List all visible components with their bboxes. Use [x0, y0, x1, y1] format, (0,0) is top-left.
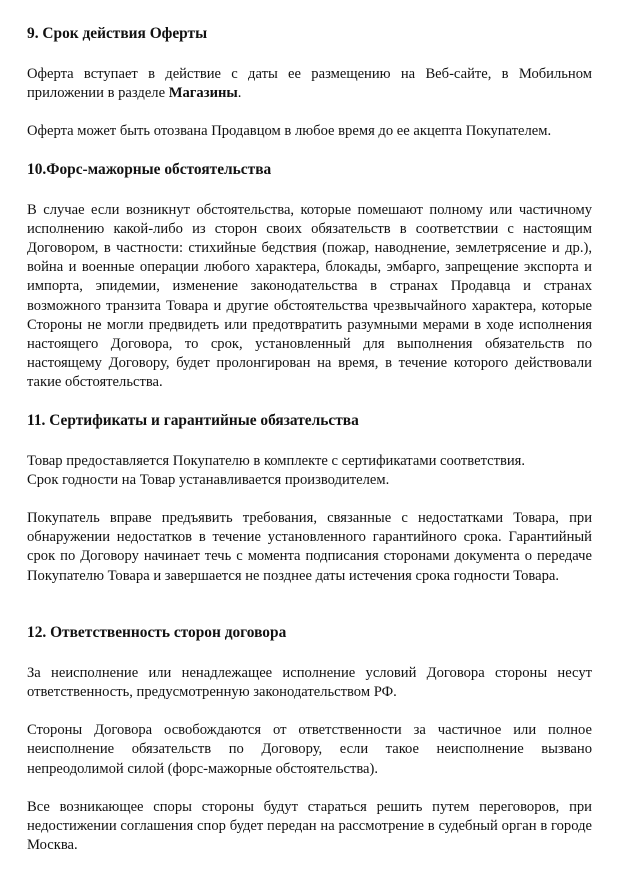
- section-heading: 12. Ответственность сторон договора: [27, 623, 287, 641]
- section-heading: 10.Форс-мажорные обстоятельства: [27, 160, 272, 178]
- bold-text-stores: Магазины: [168, 85, 238, 102]
- section-heading: 9. Срок действия Оферты: [27, 25, 208, 42]
- paragraph: Товар предоставляется Покупателю в комплекте с сертификатами соответствия.: [27, 452, 526, 469]
- paragraph: [27, 65, 592, 103]
- section-heading: 11. Сертификаты и гарантийные обязательства: [27, 411, 359, 429]
- paragraph: Покупатель вправе предъявить требования, связанные с недостатками Товара, при обнаружении недостатков в течение установленного гарантийного срока. Гарантийный срок по Договору начинает течь с момента подписания сторонами документа о передаче Покупателю Товара и завершается не позднее даты истечения срока годности Товара.: [27, 510, 592, 584]
- section-liability: [27, 623, 592, 856]
- section-gap: [27, 604, 592, 623]
- section-certificates: [27, 411, 592, 586]
- paragraph-text: .: [237, 85, 242, 102]
- paragraph-text: Оферта вступает в действие с даты ее размещению на Веб-сайте, в Мобильном приложении в разделе: [27, 66, 592, 102]
- paragraph: За неисполнение или ненадлежащее исполнение условий Договора стороны несут ответственность, предусмотренную законодательством РФ.: [27, 664, 592, 701]
- paragraph: Срок годности на Товар устанавливается производителем.: [27, 471, 390, 488]
- section-force-majeure: [27, 160, 592, 393]
- paragraph: Все возникающее споры стороны будут стараться решить путем переговоров, при недостижении соглашения спор будет передан на рассмотрение в судебный орган в городе Москва.: [27, 798, 592, 854]
- paragraph: В случае если возникнут обстоятельства, которые помешают полному или частичному исполнению какой-либо из сторон своих обязательств в соответствии с настоящим Договором, в частности: стихийные бедствия (пожар, наводнение, землетрясение и др.), война и военные операции любого характера, блокады, эмбарго, запрещение экспорта и импорта, эпидемии, изменение законодательства в странах Продавца и странах возможного транзита Товара и другие обстоятельства чрезвычайного характера, которые Стороны не могли предвидеть или предотвратить разумными мерами в ходе исполнения настоящего Договора, то срок, установленный для выполнения обязательств по настоящему Договору, будет пролонгирован на время, в течение которого действовали такие обстоятельства.: [27, 201, 592, 391]
- section-offer-term: [27, 24, 592, 142]
- paragraph: Стороны Договора освобождаются от ответственности за частичное или полное неисполнение обязательств по Договору, если такое неисполнение вызвано непреодолимой силой (форс-мажорные обстоятельства).: [27, 722, 592, 777]
- paragraph: Оферта может быть отозвана Продавцом в любое время до ее акцепта Покупателем.: [27, 123, 552, 140]
